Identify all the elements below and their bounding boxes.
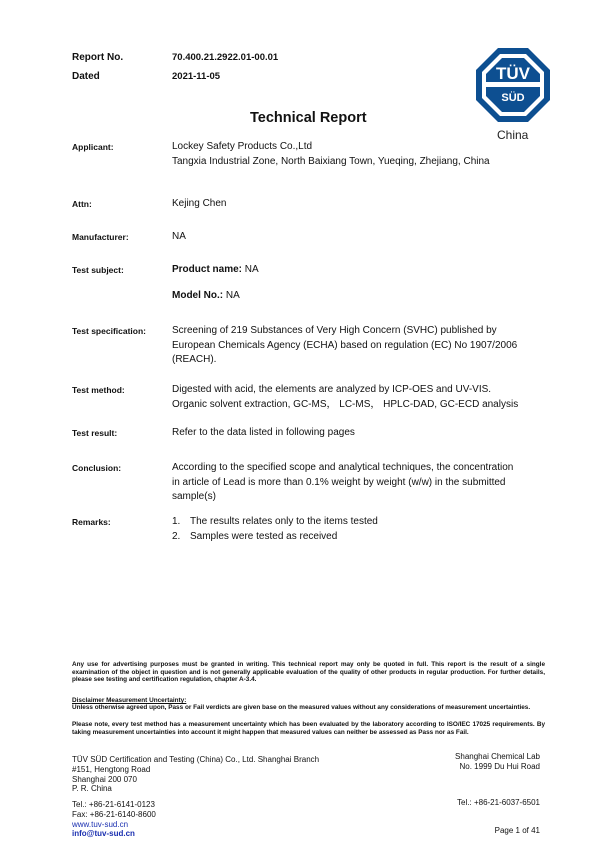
product-name (172, 263, 259, 278)
footer-lab-line: Shanghai Chemical Lab (455, 752, 540, 761)
report-no-value: 70.400.21.2922.01-00.01 (172, 52, 279, 63)
applicant-line: Tangxia Industrial Zone, North Baixiang Town, Yueqing, Zhejiang, China (172, 155, 490, 167)
model-no (172, 289, 240, 304)
applicant-label: Applicant: (72, 142, 114, 152)
footer-lab-tel: Tel.: +86-21-6037-6501 (457, 798, 540, 807)
remarks-list (172, 515, 378, 544)
test-method-value (172, 383, 518, 412)
remark-text: Samples were tested as received (190, 530, 338, 542)
disclaimer-text-1: Unless otherwise agreed upon, Pass or Fail verdicts are given base on the measured values without any considerations of measurement uncertainties. (72, 704, 531, 711)
logo-text-top: TÜV (496, 64, 530, 83)
remark-number: 1. (172, 516, 181, 527)
page-title: Technical Report (250, 110, 367, 126)
remark-item (172, 530, 378, 545)
dated-value: 2021-11-05 (172, 71, 221, 82)
footer-contact (72, 800, 156, 839)
test-subject-label: Test subject: (72, 265, 124, 275)
footer-address (72, 755, 319, 794)
test-specification-line: (REACH). (172, 354, 217, 365)
test-result-label: Test result: (72, 428, 118, 438)
conclusion-label: Conclusion: (72, 463, 122, 473)
footer-address-line: P. R. China (72, 784, 112, 794)
test-method-label: Test method: (72, 385, 125, 395)
product-name-label: Product name: (172, 264, 243, 275)
applicant-value (172, 140, 490, 169)
applicant-line: Lockey Safety Products Co.,Ltd (172, 141, 313, 152)
manufacturer-label: Manufacturer: (72, 232, 129, 242)
dated-label: Dated (72, 71, 100, 82)
page-number: Page 1 of 41 (494, 826, 540, 835)
conclusion-line: According to the specified scope and analytical techniques, the concentration (172, 462, 514, 473)
remark-item (172, 515, 378, 530)
disclaimer-heading: Disclaimer Measurement Uncertainty: (72, 697, 187, 704)
tuv-octagon-icon (474, 46, 552, 128)
conclusion-value (172, 461, 513, 505)
test-result-value: Refer to the data listed in following pages (172, 427, 355, 438)
conclusion-line: in article of Lead is more than 0.1% weight by weight (w/w) in the submitted (172, 476, 506, 488)
usage-notice: Any use for advertising purposes must be granted in writing. This technical report may only be quoted in full. This report is the result of a single examination of the object in question and is not generally applicable evaluation of the quality of other products in regular production. For further details, please see testing and certification regulation, chapter A-3.4. (72, 661, 545, 684)
logo-region: China (497, 128, 529, 142)
logo-text-bottom: SÜD (501, 92, 525, 104)
footer-email-link[interactable]: info@tuv-sud.cn (72, 829, 135, 839)
remark-number: 2. (172, 530, 181, 542)
attn-label: Attn: (72, 199, 92, 209)
footer-tel: Tel.: +86-21-6141-0123 (72, 800, 155, 809)
product-name-value: NA (242, 264, 259, 275)
test-specification-line: European Chemicals Agency (ECHA) based on regulation (EC) No 1907/2006 (172, 339, 518, 351)
attn-value: Kejing Chen (172, 198, 227, 209)
test-specification-label: Test specification: (72, 326, 146, 336)
test-method-line: Digested with acid, the elements are analyzed by ICP-OES and UV-VIS. (172, 384, 492, 395)
footer-address-line: Shanghai 200 070 (72, 774, 137, 784)
footer-address-line: TÜV SÜD Certification and Testing (China) Co., Ltd. Shanghai Branch (72, 755, 320, 764)
report-no-label: Report No. (72, 52, 124, 63)
footer-address-line: #151, Hengtong Road (72, 764, 151, 774)
model-no-value: NA (223, 290, 240, 301)
manufacturer-value: NA (172, 231, 186, 242)
test-specification-line: Screening of 219 Substances of Very High Concern (SVHC) published by (172, 325, 497, 336)
disclaimer-text-2: Please note, every test method has a measurement uncertainty which has been evaluated by the laboratory according to ISO/IEC 17025 requirements. By taking measurement uncertainties into account it might happen that measured values can neither be assessed as Pass nor as Fail. (72, 721, 545, 736)
footer-web-link[interactable]: www.tuv-sud.cn (72, 819, 129, 829)
footer-fax: Fax: +86-21-6140-8600 (72, 809, 156, 819)
model-no-label: Model No.: (172, 290, 224, 301)
footer-lab-line: No. 1999 Du Hui Road (459, 761, 540, 771)
remark-text: The results relates only to the items tested (190, 516, 378, 527)
conclusion-line: sample(s) (172, 491, 216, 502)
footer-lab-address (455, 752, 540, 772)
test-specification-value (172, 324, 517, 368)
test-method-line: Organic solvent extraction, GC-MS， LC-MS， HPLC-DAD, GC-ECD analysis (172, 398, 519, 410)
remarks-label: Remarks: (72, 517, 111, 527)
